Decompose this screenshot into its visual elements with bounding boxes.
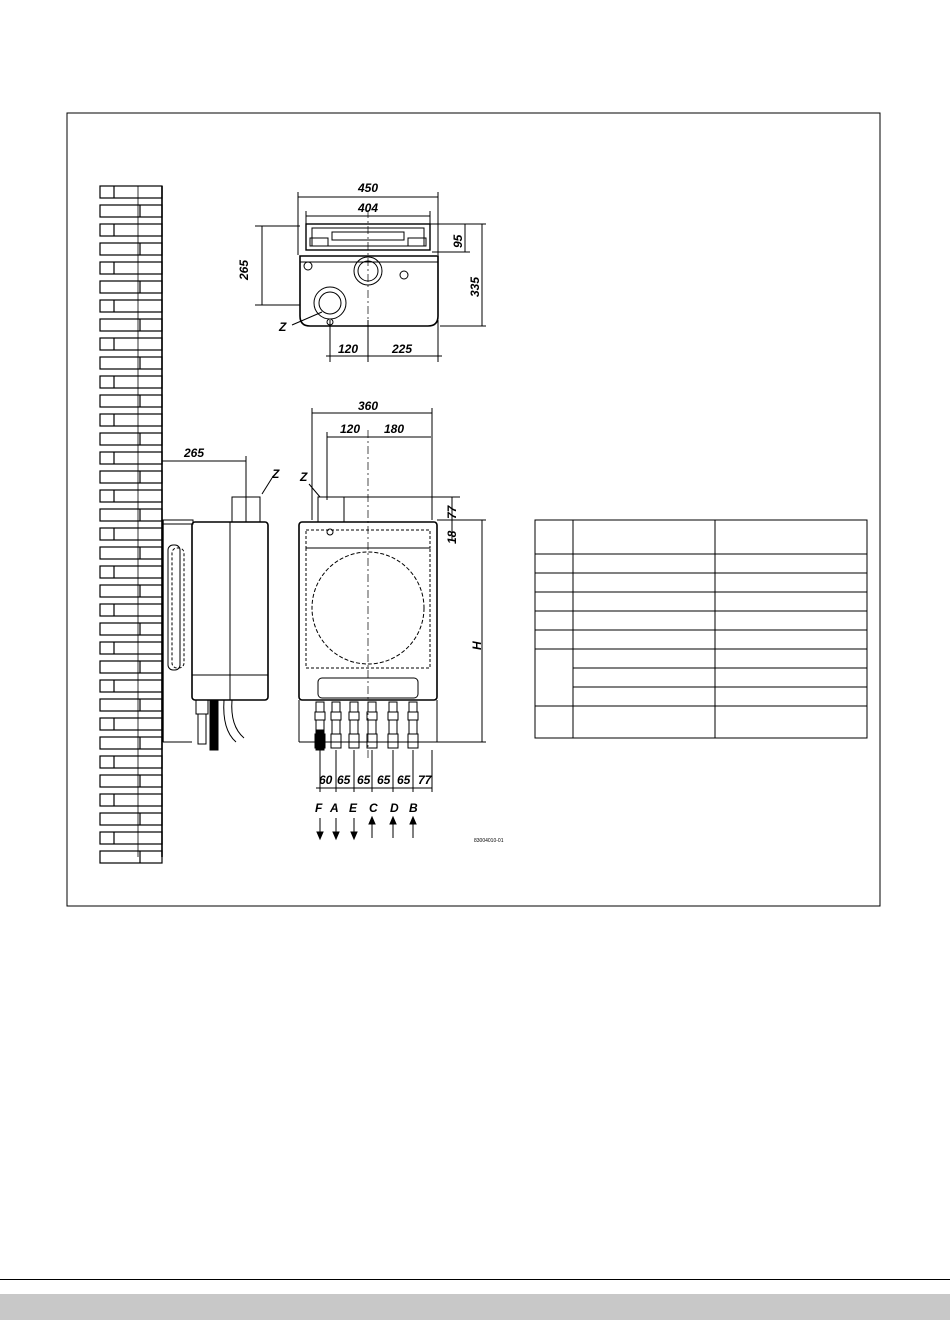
spacing-label: 65: [377, 773, 391, 787]
spacing-label: 60: [319, 773, 333, 787]
brick-course: [100, 490, 162, 502]
brick-course: [100, 756, 162, 768]
z-label-top: Z: [279, 320, 287, 334]
footer-rule: [0, 1279, 950, 1280]
z-label-front: Z: [300, 470, 308, 484]
brick-course: [100, 338, 162, 350]
brick-course: [100, 376, 162, 388]
dim-front-120: 120: [340, 422, 361, 436]
connection-arrows: [317, 817, 416, 839]
brick-course: [100, 281, 162, 293]
brick-course: [100, 186, 162, 198]
connection-arrow: [351, 818, 357, 839]
connection-label-e: E: [349, 801, 358, 815]
brick-course: [100, 205, 162, 217]
dim-top-95: 95: [451, 234, 465, 248]
brick-course: [100, 395, 162, 407]
brick-course: [100, 414, 162, 426]
brick-course: [100, 813, 162, 825]
brick-course: [100, 851, 162, 863]
brick-course: [100, 547, 162, 559]
connection-label-b: B: [409, 801, 418, 815]
side-view: [162, 456, 272, 750]
spec-table: [535, 520, 867, 738]
brick-course: [100, 794, 162, 806]
brick-course: [100, 319, 162, 331]
connection-label-f: F: [315, 801, 323, 815]
spacing-label: 65: [397, 773, 411, 787]
brick-course: [100, 661, 162, 673]
connection-fitting: [408, 702, 418, 748]
connection-label-d: D: [390, 801, 399, 815]
drain-pipe: [316, 730, 324, 750]
connection-arrow: [333, 818, 339, 839]
brick-course: [100, 471, 162, 483]
dim-top-265: 265: [237, 259, 251, 280]
connection-arrow: [390, 817, 396, 838]
connection-fitting: [367, 702, 377, 748]
connection-fitting: [331, 702, 341, 748]
brick-course: [100, 452, 162, 464]
dim-side-265: 265: [184, 446, 205, 460]
brick-course: [100, 566, 162, 578]
brick-course: [100, 585, 162, 597]
drawing-code: 83004010-01: [474, 838, 504, 844]
dim-front-77: 77: [445, 505, 459, 519]
brick-wall: [100, 186, 162, 863]
spacing-label: 65: [357, 773, 371, 787]
dim-front-18: 18: [445, 530, 459, 544]
z-label-side: Z: [272, 467, 280, 481]
connection-arrow: [317, 818, 323, 839]
front-view: [299, 408, 486, 760]
dim-top-225: 225: [392, 342, 413, 356]
dim-top-120: 120: [338, 342, 359, 356]
dim-top-450: 450: [358, 181, 379, 195]
spacing-label: 77: [418, 773, 432, 787]
brick-course: [100, 699, 162, 711]
dim-front-h: H: [470, 641, 484, 650]
brick-course: [100, 680, 162, 692]
connection-fitting: [388, 702, 398, 748]
top-view: [255, 192, 486, 362]
brick-course: [100, 604, 162, 616]
connection-fittings: [315, 702, 418, 750]
brick-course: [100, 642, 162, 654]
connection-arrow: [410, 817, 416, 838]
brick-course: [100, 832, 162, 844]
connection-arrow: [369, 817, 375, 838]
spacing-dimension-line: [316, 750, 432, 792]
drawing-frame: [67, 113, 880, 906]
connection-fitting: [349, 702, 359, 748]
brick-course: [100, 718, 162, 730]
brick-course: [100, 775, 162, 787]
footer-band: [0, 1294, 950, 1320]
brick-course: [100, 357, 162, 369]
brick-course: [100, 300, 162, 312]
dim-front-360: 360: [358, 399, 379, 413]
brick-course: [100, 433, 162, 445]
brick-course: [100, 243, 162, 255]
brick-course: [100, 737, 162, 749]
connection-label-c: C: [369, 801, 378, 815]
connection-label-a: A: [330, 801, 339, 815]
brick-course: [100, 224, 162, 236]
dim-top-335: 335: [468, 276, 482, 297]
dim-top-404: 404: [358, 201, 379, 215]
brick-course: [100, 509, 162, 521]
dim-front-180: 180: [384, 422, 405, 436]
brick-course: [100, 262, 162, 274]
brick-course: [100, 623, 162, 635]
brick-course: [100, 528, 162, 540]
spacing-label: 65: [337, 773, 351, 787]
